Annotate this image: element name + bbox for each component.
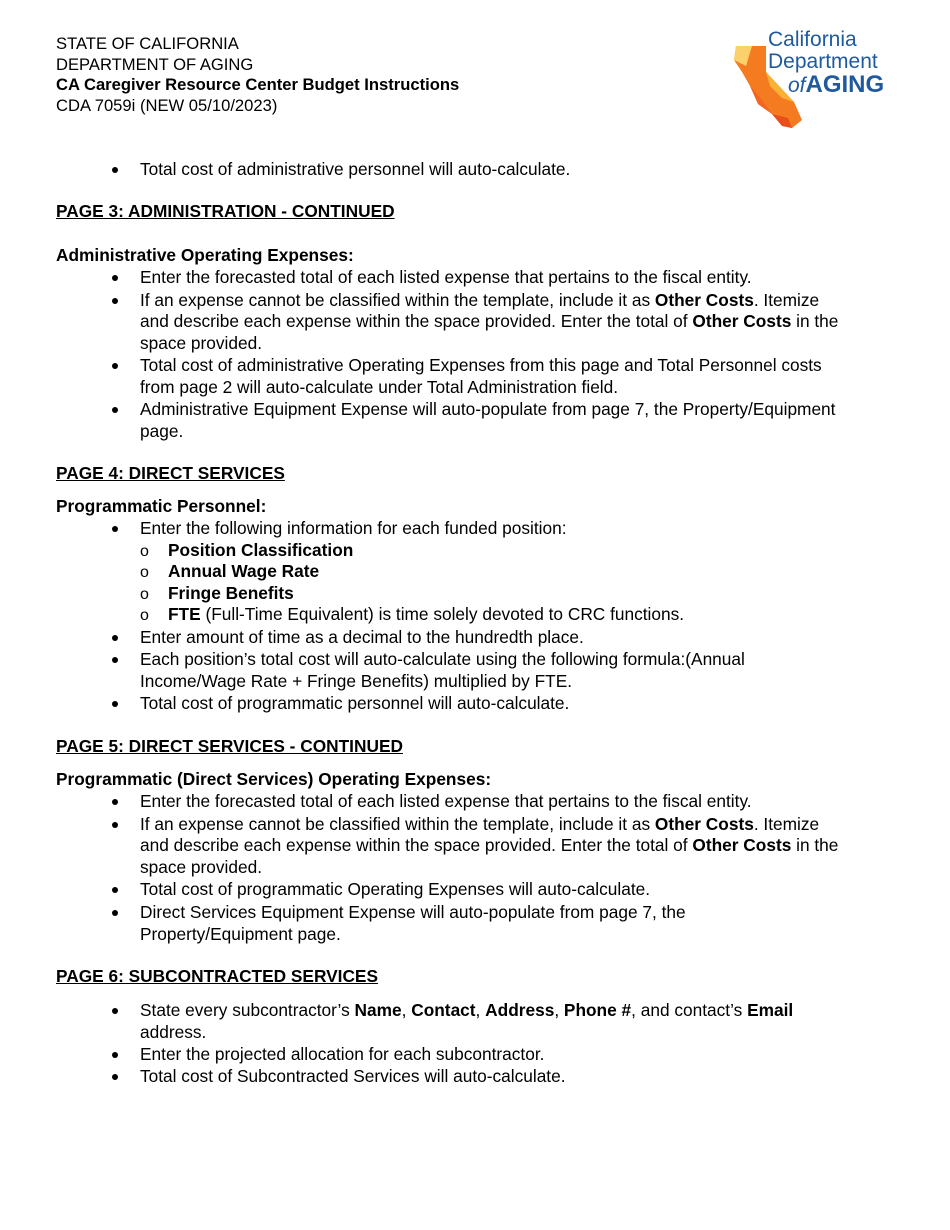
list-item: Total cost of administrative personnel will auto-calculate. xyxy=(140,159,570,181)
list-item: Direct Services Equipment Expense will auto-populate from page 7, the xyxy=(140,902,686,924)
list-item-continuation: and describe each expense within the space provided. Enter the total of Other Costs in the xyxy=(140,835,839,855)
list-item: If an expense cannot be classified within the template, include it as Other Costs. Itemize xyxy=(140,290,819,312)
list-item-continuation: space provided. xyxy=(140,857,263,877)
logo-line-california: California xyxy=(768,28,857,51)
list-item: Total cost of administrative Operating Expenses from this page and Total Personnel costs xyxy=(140,355,822,377)
sub-list-item: o Annual Wage Rate xyxy=(140,561,320,581)
header-department: DEPARTMENT OF AGING xyxy=(56,54,254,74)
logo-line-department: Department xyxy=(768,50,878,73)
list-item: Enter amount of time as a decimal to the hundredth place. xyxy=(140,627,584,649)
list-item-continuation: address. xyxy=(140,1022,207,1042)
sub-list-item: o FTE (Full-Time Equivalent) is time solely devoted to CRC functions. xyxy=(140,604,685,624)
subheading-programmatic-operating: Programmatic (Direct Services) Operating Expenses: xyxy=(56,769,492,789)
list-item: State every subcontractor’s Name, Contact, Address, Phone #, and contact’s Email xyxy=(140,1000,793,1022)
header-title: CA Caregiver Resource Center Budget Instructions xyxy=(56,75,460,94)
list-item: Each position’s total cost will auto-calculate using the following formula:(Annual xyxy=(140,649,745,671)
logo-aging: AGING xyxy=(805,71,885,98)
header-form-number: CDA 7059i (NEW 05/10/2023) xyxy=(56,95,278,115)
sub-list-item: o Fringe Benefits xyxy=(140,583,294,603)
header-state: STATE OF CALIFORNIA xyxy=(56,34,239,53)
list-item-continuation: Property/Equipment page. xyxy=(140,924,341,944)
section-heading-page3: PAGE 3: ADMINISTRATION - CONTINUED xyxy=(56,201,395,221)
list-item: Administrative Equipment Expense will auto-populate from page 7, the Property/Equipment xyxy=(140,399,835,421)
list-item-continuation: page. xyxy=(140,421,184,441)
logo-line-aging xyxy=(788,71,884,99)
sub-list-item: o Position Classification xyxy=(140,540,354,560)
list-item: Enter the forecasted total of each listed expense that pertains to the fiscal entity. xyxy=(140,791,752,813)
list-item-continuation: from page 2 will auto-calculate under Total Administration field. xyxy=(140,377,619,397)
section-heading-page4: PAGE 4: DIRECT SERVICES xyxy=(56,463,285,483)
cda-logo xyxy=(732,28,900,130)
subheading-admin-operating: Administrative Operating Expenses: xyxy=(56,245,354,265)
list-item: Enter the following information for each funded position: xyxy=(140,518,567,540)
list-item-continuation: Income/Wage Rate + Fringe Benefits) multiplied by FTE. xyxy=(140,671,573,691)
list-item: Total cost of Subcontracted Services will auto-calculate. xyxy=(140,1066,566,1088)
list-item: If an expense cannot be classified within the template, include it as Other Costs. Itemize xyxy=(140,814,819,836)
document-header xyxy=(56,34,459,116)
list-item-continuation: and describe each expense within the space provided. Enter the total of Other Costs in the xyxy=(140,311,839,331)
list-item-continuation: space provided. xyxy=(140,333,263,353)
list-item: Enter the forecasted total of each listed expense that pertains to the fiscal entity. xyxy=(140,267,752,289)
list-item: Total cost of programmatic personnel will auto-calculate. xyxy=(140,693,569,715)
section-heading-page6: PAGE 6: SUBCONTRACTED SERVICES xyxy=(56,966,378,986)
list-item: Enter the projected allocation for each subcontractor. xyxy=(140,1044,544,1066)
list-item: Total cost of programmatic Operating Expenses will auto-calculate. xyxy=(140,879,650,901)
section-heading-page5: PAGE 5: DIRECT SERVICES - CONTINUED xyxy=(56,736,403,756)
subheading-programmatic-personnel: Programmatic Personnel: xyxy=(56,496,267,516)
logo-of: of xyxy=(788,74,806,97)
